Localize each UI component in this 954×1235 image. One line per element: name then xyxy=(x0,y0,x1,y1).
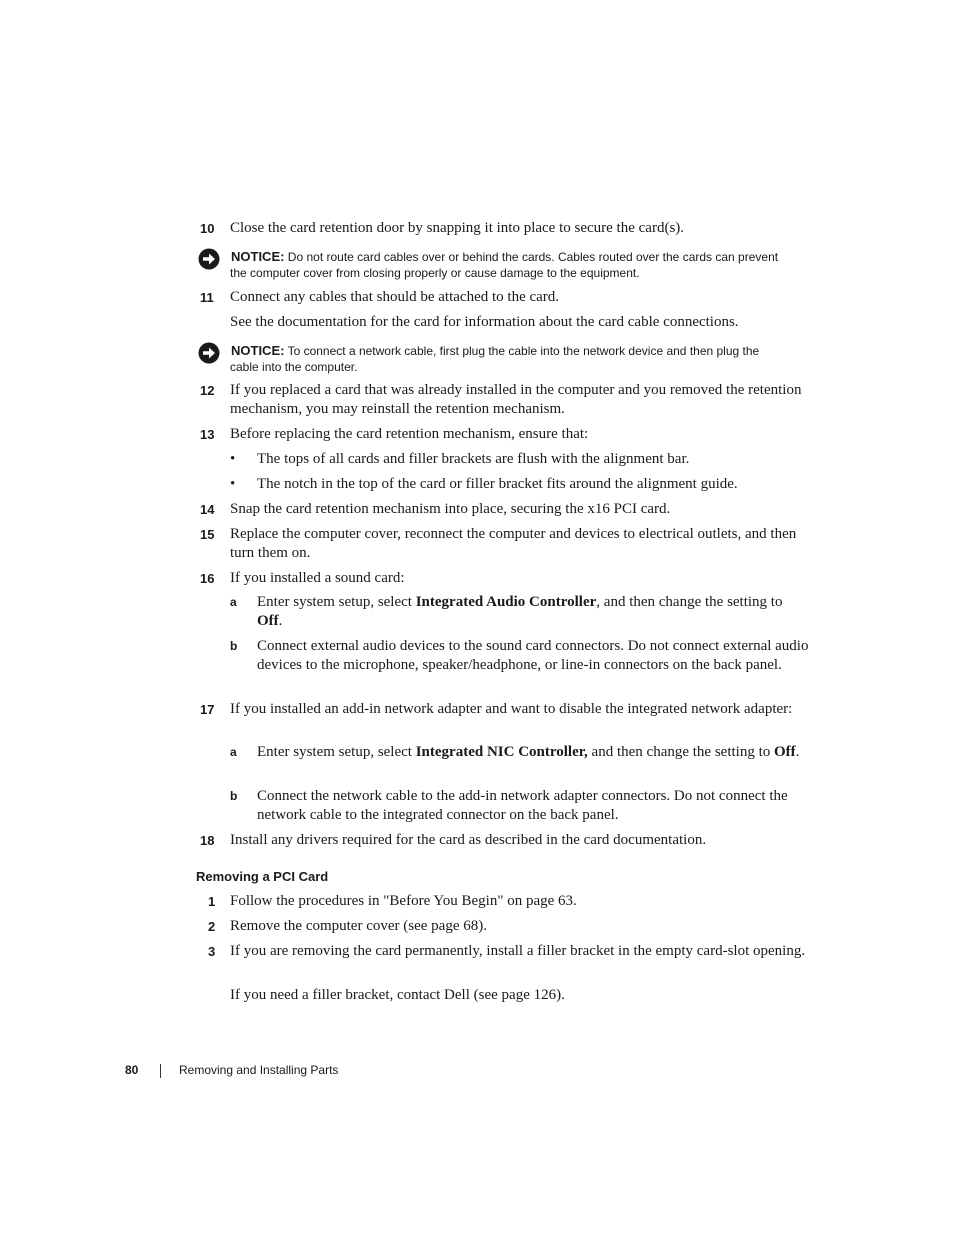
step-number: 14 xyxy=(200,502,215,517)
notice-line-2: cable into the computer. xyxy=(230,360,358,374)
substep-letter: b xyxy=(230,789,238,803)
step-text: Connect any cables that should be attached to the card. xyxy=(230,289,560,305)
notice-arrow-icon xyxy=(198,248,220,270)
step-text: Close the card retention door by snapping it into place to secure the card(s). xyxy=(230,220,685,236)
step-number: 13 xyxy=(200,427,215,442)
bullet-mark: • xyxy=(230,476,236,492)
step-number: 18 xyxy=(200,833,215,848)
notice-line-1 xyxy=(231,342,810,360)
step-number: 2 xyxy=(208,919,216,934)
step-number: 16 xyxy=(200,571,215,586)
substep-letter: b xyxy=(230,639,238,653)
step-number: 10 xyxy=(200,221,215,236)
notice-arrow-icon xyxy=(198,342,220,364)
bullet-text: The tops of all cards and filler brackets are flush with the alignment bar. xyxy=(257,451,690,467)
notice-label: NOTICE: xyxy=(231,249,285,264)
step-text: Install any drivers required for the card as described in the card documentation. xyxy=(230,832,707,848)
bold-term: Off xyxy=(774,744,796,760)
step-text: Snap the card retention mechanism into place, securing the x16 PCI card. xyxy=(230,501,671,517)
substep-text xyxy=(257,743,810,762)
step-text: Follow the procedures in "Before You Begin" on page 63. xyxy=(230,893,577,909)
substep-text: Connect the network cable to the add-in network adapter connectors. Do not connect the network cable to the integrated connector on the back panel. xyxy=(257,788,788,823)
text-segment: . xyxy=(795,744,800,760)
substep-text xyxy=(257,593,810,631)
step-number: 3 xyxy=(208,944,216,959)
step-number: 1 xyxy=(208,894,216,909)
step-number: 12 xyxy=(200,383,215,398)
notice-text: To connect a network cable, first plug the cable into the network device and then plug the xyxy=(287,344,760,358)
bullet-text: The notch in the top of the card or filler bracket fits around the alignment guide. xyxy=(257,476,738,492)
substep-text: Connect external audio devices to the sound card connectors. Do not connect external audio devices to the microphone, speaker/headphone, or line-in connectors on the back panel. xyxy=(257,638,809,673)
bold-term: Integrated NIC Controller, xyxy=(415,744,588,760)
text-segment: Enter system setup, select xyxy=(257,594,416,610)
step-number: 17 xyxy=(200,702,215,717)
step-11-detail: See the documentation for the card for information about the card cable connections. xyxy=(230,314,739,330)
substep-letter: a xyxy=(230,745,237,759)
notice-label: NOTICE: xyxy=(231,343,285,358)
notice-text: Do not route card cables over or behind the cards. Cables routed over the cards can prevent xyxy=(287,250,779,264)
step-text: If you replaced a card that was already installed in the computer and you removed the retention mechanism, you may reinstall the retention mechanism. xyxy=(230,382,802,417)
step-text: Before replacing the card retention mechanism, ensure that: xyxy=(230,426,589,442)
step-number: 15 xyxy=(200,527,215,542)
section-heading: Removing a PCI Card xyxy=(196,869,329,884)
text-segment: and then change the setting to xyxy=(587,744,774,760)
substep-letter: a xyxy=(230,595,237,609)
step-text: If you are removing the card permanently, install a filler bracket in the empty card-slot opening. xyxy=(230,943,806,959)
text-segment: Enter system setup, select xyxy=(257,744,416,760)
footer-divider xyxy=(160,1064,161,1078)
page-number: 80 xyxy=(125,1063,139,1077)
bullet-mark: • xyxy=(230,451,236,467)
step-text: If you installed a sound card: xyxy=(230,570,405,586)
footer-section-title: Removing and Installing Parts xyxy=(179,1063,339,1077)
notice-line-2: the computer cover from closing properly or cause damage to the equipment. xyxy=(230,266,640,280)
notice-line-1 xyxy=(231,248,810,266)
bold-term: Off xyxy=(257,613,279,629)
step-text: Replace the computer cover, reconnect the computer and devices to electrical outlets, and then turn them on. xyxy=(230,526,797,561)
bold-term: Integrated Audio Controller xyxy=(415,594,597,610)
step-text: Remove the computer cover (see page 68). xyxy=(230,918,487,934)
step-text: If you installed an add-in network adapter and want to disable the integrated network adapter: xyxy=(230,701,793,717)
step-number: 11 xyxy=(200,290,214,305)
text-segment: , and then change the setting to xyxy=(596,594,783,610)
text-segment: . xyxy=(278,613,283,629)
remove-step-3-detail: If you need a filler bracket, contact Dell (see page 126). xyxy=(230,987,565,1003)
